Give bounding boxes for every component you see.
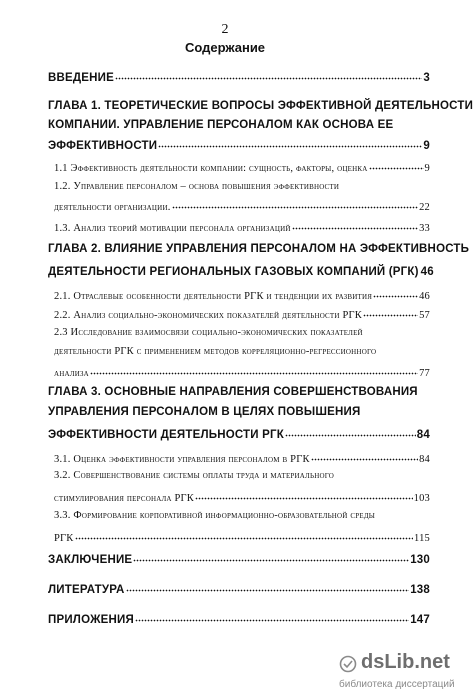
toc-entry-title: 2.2. Анализ социально-экономических показателей деятельности РГК (54, 310, 362, 321)
toc-entry-chapter3[interactable] (48, 427, 430, 441)
toc-entry-title: ЭФФЕКТИВНОСТИ ДЕЯТЕЛЬНОСТИ РГК (48, 429, 284, 441)
toc-entry-title: ПРИЛОЖЕНИЯ (48, 614, 134, 626)
leader-dots (172, 199, 419, 210)
leader-dots (126, 582, 410, 593)
toc-page-number: 77 (419, 368, 430, 379)
contents-heading: Содержание (184, 40, 266, 55)
toc-entry-3-2-line1[interactable]: 3.2. Совершенствование системы оплаты труда и материального (54, 470, 335, 481)
toc-page-number: 147 (410, 614, 430, 626)
toc-entry-appendices[interactable] (48, 612, 430, 626)
toc-entry-2-3-line1[interactable]: 2.3 Исследование взаимосвязи социально-экономических показателей (54, 327, 363, 338)
toc-entry-title: ЛИТЕРАТУРА (48, 584, 125, 596)
dslib-logo-icon (339, 655, 357, 673)
watermark (339, 651, 455, 695)
leader-dots (363, 307, 418, 318)
toc-entry-1-3[interactable] (54, 220, 430, 234)
toc-entry-title: ЗАКЛЮЧЕНИЕ (48, 554, 133, 566)
page-number: 2 (221, 22, 229, 37)
toc-chapter1-line1[interactable]: ГЛАВА 1. ТЕОРЕТИЧЕСКИЕ ВОПРОСЫ ЭФФЕКТИВНОЙ ДЕЯТЕЛЬНОСТИ (48, 100, 473, 112)
toc-entry-title: ВВЕДЕНИЕ (48, 72, 114, 84)
toc-entry-title: деятельности организации. (54, 202, 171, 213)
leader-dots (133, 552, 409, 563)
toc-chapter1-line2[interactable]: КОМПАНИИ. УПРАВЛЕНИЕ ПЕРСОНАЛОМ КАК ОСНОВА ЕЕ (48, 119, 394, 131)
toc-entry-literature[interactable] (48, 582, 430, 596)
toc-entry-3-3[interactable] (54, 530, 430, 544)
toc-page-number: 46 (419, 291, 430, 302)
leader-dots (135, 612, 409, 623)
toc-chapter3-line2[interactable]: УПРАВЛЕНИЯ ПЕРСОНАЛОМ В ЦЕЛЯХ ПОВЫШЕНИЯ (48, 406, 361, 418)
toc-page-number: 22 (419, 202, 430, 213)
watermark-brand: dsLib.net (361, 651, 450, 673)
leader-dots (90, 365, 418, 376)
toc-entry-3-1[interactable] (54, 451, 430, 465)
toc-entry-title: стимулирования персонала РГК (54, 493, 194, 504)
toc-entry-2-3-line2[interactable]: деятельности РГК с применением методов корреляционно-регрессионного (54, 346, 377, 357)
leader-dots (373, 288, 418, 299)
toc-page-number: 57 (419, 310, 430, 321)
toc-entry-title: РГК (54, 533, 74, 544)
toc-entry-title: 1.1 Эффективность деятельности компании: сущность, факторы, оценка (54, 163, 368, 174)
toc-entry-title: ЭФФЕКТИВНОСТИ (48, 140, 158, 152)
toc-entry-chapter2[interactable] (48, 264, 434, 278)
toc-page-number: 46 (420, 266, 434, 278)
toc-chapter2-line1[interactable]: ГЛАВА 2. ВЛИЯНИЕ УПРАВЛЕНИЯ ПЕРСОНАЛОМ НА ЭФФЕКТИВНОСТЬ (48, 243, 470, 255)
toc-entry-title: 1.3. Анализ теорий мотивации персонала организаций (54, 223, 291, 234)
toc-entry-title: ДЕЯТЕЛЬНОСТИ РЕГИОНАЛЬНЫХ ГАЗОВЫХ КОМПАНИЙ (РГК) (48, 266, 419, 278)
toc-chapter3-line1[interactable]: ГЛАВА 3. ОСНОВНЫЕ НАПРАВЛЕНИЯ СОВЕРШЕНСТВОВАНИЯ (48, 386, 418, 398)
toc-entry-2-1[interactable] (54, 288, 430, 302)
leader-dots (311, 451, 418, 462)
toc-entry-3-3-line1[interactable]: 3.3. Формирование корпоративной информационно-образовательной среды (54, 510, 376, 521)
toc-entry-chapter1[interactable] (48, 138, 430, 152)
toc-page-number: 130 (410, 554, 430, 566)
leader-dots (195, 490, 413, 501)
leader-dots (369, 160, 424, 171)
toc-page-number: 33 (419, 223, 430, 234)
toc-entry-1-2[interactable] (54, 199, 430, 213)
leader-dots (115, 70, 422, 81)
toc-entry-title: анализа (54, 368, 89, 379)
toc-entry-1-1[interactable] (54, 160, 430, 174)
toc-entry-conclusion[interactable] (48, 552, 430, 566)
toc-page-number: 115 (414, 533, 430, 544)
leader-dots (75, 530, 414, 541)
toc-page-number: 3 (423, 72, 430, 84)
leader-dots (158, 138, 422, 149)
toc-page-number: 103 (413, 493, 430, 504)
toc-page-number: 84 (416, 429, 430, 441)
watermark-subtitle: библиотека диссертаций (339, 679, 455, 690)
toc-page-number: 84 (419, 454, 430, 465)
leader-dots (292, 220, 418, 231)
toc-page-number: 9 (423, 140, 430, 152)
toc-entry-3-2[interactable] (54, 490, 430, 504)
toc-entry-1-2-line1[interactable]: 1.2. Управление персоналом – основа повышения эффективности (54, 181, 340, 192)
toc-page-number: 9 (424, 163, 430, 174)
toc-entry-title: 3.1. Оценка эффективности управления персоналом в РГК (54, 454, 310, 465)
toc-page-number: 138 (410, 584, 430, 596)
toc-entry-intro[interactable] (48, 70, 430, 84)
toc-entry-title: 2.1. Отраслевые особенности деятельности РГК и тенденции их развития (54, 291, 373, 302)
toc-entry-2-3[interactable] (54, 365, 430, 379)
leader-dots (285, 427, 416, 438)
toc-entry-2-2[interactable] (54, 307, 430, 321)
